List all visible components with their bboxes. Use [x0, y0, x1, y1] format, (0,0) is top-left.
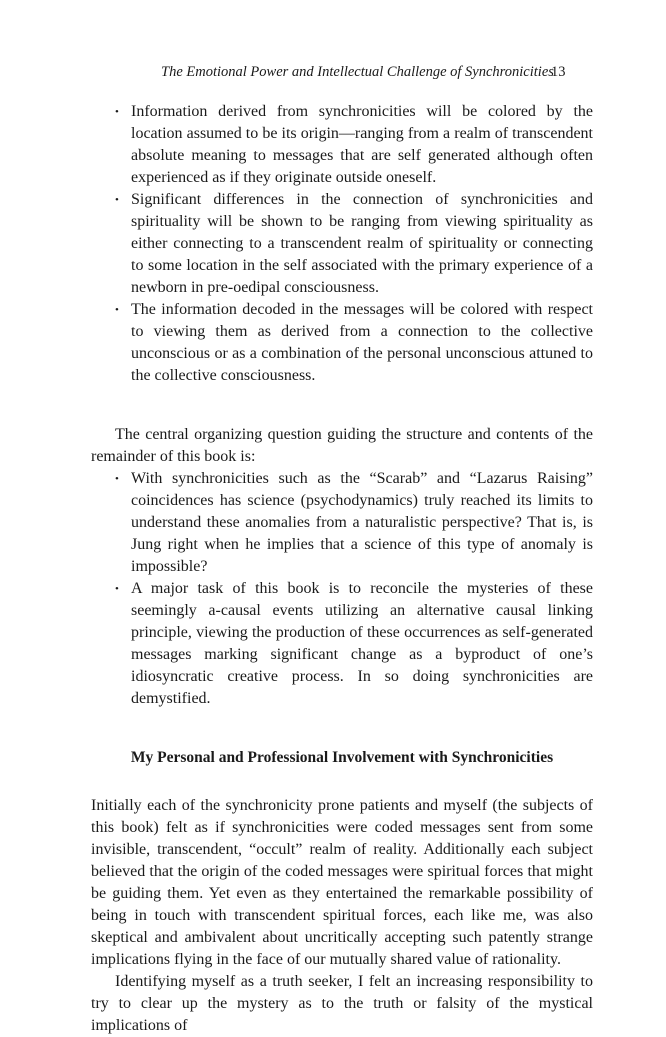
list-item: • With synchronicities such as the “Scarab” and “Lazarus Raising” coincidences has science (psychodynamics) truly reached its limits to understand these anomalies from a naturalistic perspective? That is, is Jung right when he implies that a science of this type of anomaly is impossible? — [91, 468, 593, 578]
bullet-list-outcomes — [91, 101, 593, 387]
list-item: • Significant differences in the connection of synchronicities and spirituality will be shown to be ranging from viewing spirituality as either connecting to a transcendent realm of spirituality or connecting to some location in the self associated with the primary experience of a newborn in pre-oedipal consciousness. — [91, 189, 593, 299]
running-head — [0, 64, 666, 84]
list-item: • Information derived from synchronicities will be colored by the location assumed to be its origin—ranging from a realm of transcendent absolute meaning to messages that are self generated although often experienced as if they originate outside oneself. — [91, 101, 593, 189]
body-text — [91, 101, 593, 1037]
paragraph: Identifying myself as a truth seeker, I felt an increasing responsibility to try to clear up the mystery as to the truth or falsity of the mystical implications of — [91, 973, 593, 1034]
list-item: • The information decoded in the messages will be colored with respect to viewing them as derived from a connection to the collective unconscious or as a combination of the personal unconscious attuned to the collective consciousness. — [91, 299, 593, 387]
paragraph: Initially each of the synchronicity prone patients and myself (the subjects of this book) felt as if synchronicities were coded messages sent from some invisible, transcendent, “occult” realm of reality. Additionally each subject believed that the origin of the coded messages were spiritual forces that might be guiding them. Yet even as they entertained the remarkable possibility of being in touch with transcendent spiritual forces, each like me, was also skeptical and ambivalent about uncritically accepting such patently strange implications flying in the face of our mutually shared value of rationality. — [91, 797, 593, 968]
section-heading: My Personal and Professional Involvement with Synchronicities — [130, 749, 554, 766]
list-item: • A major task of this book is to reconcile the mysteries of these seemingly a-causal events utilizing an alternative causal linking principle, viewing the production of these occurrences as self-generated messages marking significant change as a byproduct of one’s idiosyncratic creative process. In so doing synchronicities are demystified. — [91, 578, 593, 710]
intro-paragraph: The central organizing question guiding the structure and contents of the remainder of this book is: — [91, 426, 593, 465]
running-title: The Emotional Power and Intellectual Challenge of Synchronicities — [161, 64, 554, 80]
page-number: 13 — [551, 64, 566, 80]
bullet-list-questions — [91, 468, 593, 710]
